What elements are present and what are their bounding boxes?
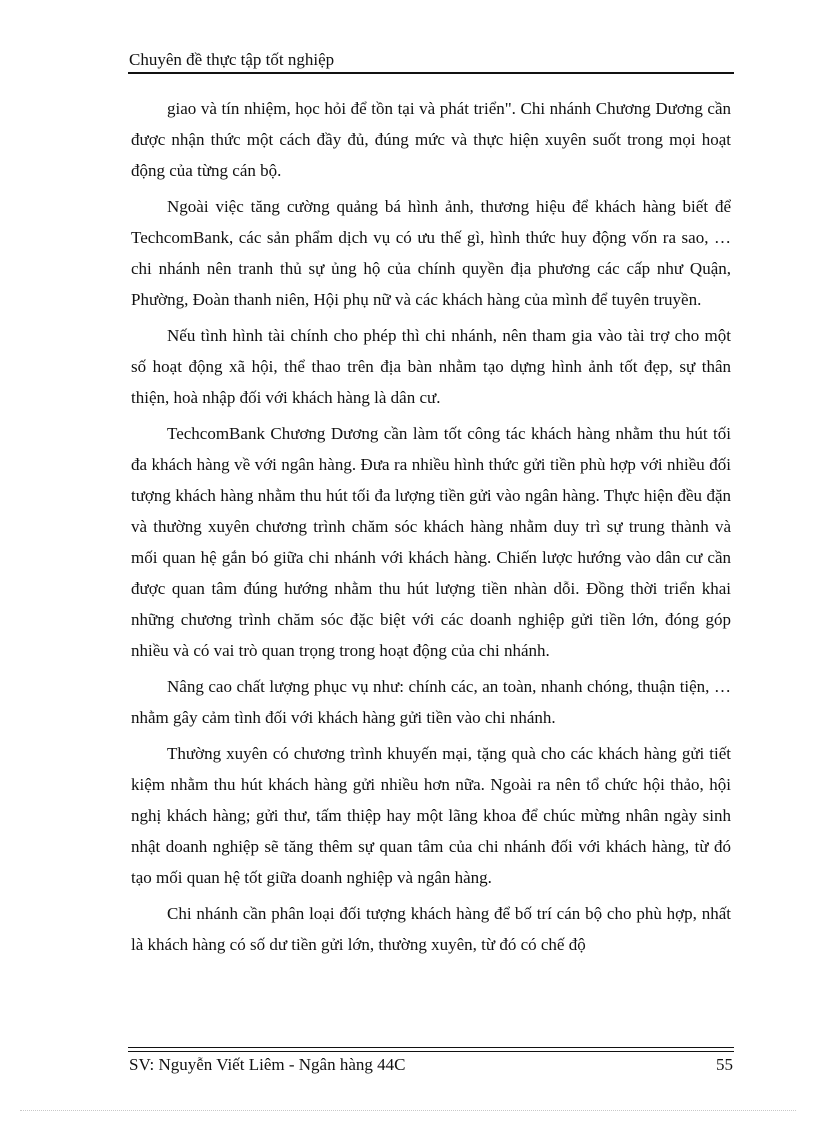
paragraph-4: TechcomBank Chương Dương cần làm tốt công tác khách hàng nhằm thu hút tối đa khách hàng về với ngân hàng. Đưa ra nhiều hình thức gửi tiền phù hợp với nhiều đối tượng khách hàng nhằm thu hút tối đa lượng tiền gửi vào ngân hàng. Thực hiện đều đặn và thường xuyên chương trình chăm sóc khách hàng nhằm duy trì sự trung thành và mối quan hệ gắn bó giữa chi nhánh với khách hàng. Chiến lược hướng vào dân cư cần được quan tâm đúng hướng nhằm thu hút lượng tiền nhàn dỗi. Đồng thời triển khai những chương trình chăm sóc đặc biệt với các doanh nghiệp gửi tiền lớn, đóng góp nhiều và có vai trò quan trọng trong hoạt động của chi nhánh. — [131, 424, 731, 660]
page-number: 55 — [716, 1055, 733, 1074]
page-bottom-edge — [20, 1110, 796, 1111]
paragraph-1: giao và tín nhiệm, học hỏi để tồn tại và phát triển". Chi nhánh Chương Dương cần được nhận thức một cách đầy đủ, đúng mức và thực hiện xuyên suốt trong mọi hoạt động của từng cán bộ. — [131, 99, 731, 180]
footer-author: SV: Nguyễn Viết Liêm - Ngân hàng 44C — [129, 1055, 406, 1074]
page-header-title: Chuyên đề thực tập tốt nghiệp — [129, 50, 335, 69]
body-text — [131, 93, 731, 965]
paragraph-7: Chi nhánh cần phân loại đối tượng khách hàng để bố trí cán bộ cho phù hợp, nhất là khách hàng có số dư tiền gửi lớn, thường xuyên, từ đó có chế độ — [131, 904, 731, 954]
header-divider — [128, 72, 734, 74]
paragraph-5: Nâng cao chất lượng phục vụ như: chính các, an toàn, nhanh chóng, thuận tiện, … nhằm gây cảm tình đối với khách hàng gửi tiền vào chi nhánh. — [131, 677, 731, 727]
paragraph-2: Ngoài việc tăng cường quảng bá hình ảnh, thương hiệu để khách hàng biết để TechcomBank, các sản phẩm dịch vụ có ưu thế gì, hình thức huy động vốn ra sao, … chi nhánh nên tranh thủ sự ủng hộ của chính quyền địa phương các cấp như Quận, Phường, Đoàn thanh niên, Hội phụ nữ và các khách hàng của mình để tuyên truyền. — [131, 197, 731, 309]
paragraph-6: Thường xuyên có chương trình khuyến mại, tặng quà cho các khách hàng gửi tiết kiệm nhằm thu hút khách hàng gửi nhiều hơn nữa. Ngoài ra nên tổ chức hội thảo, hội nghị khách hàng; gửi thư, tấm thiệp hay một lãng khoa để chúc mừng nhân ngày sinh nhật doanh nghiệp sẽ tăng thêm sự quan tâm của chi nhánh đối với khách hàng, từ đó tạo mối quan hệ tốt giữa doanh nghiệp và ngân hàng. — [131, 744, 731, 887]
footer-divider — [128, 1047, 734, 1052]
paragraph-3: Nếu tình hình tài chính cho phép thì chi nhánh, nên tham gia vào tài trợ cho một số hoạt động xã hội, thể thao trên địa bàn nhằm tạo dựng hình ảnh tốt đẹp, sự thân thiện, hoà nhập đối với khách hàng là dân cư. — [131, 326, 731, 407]
